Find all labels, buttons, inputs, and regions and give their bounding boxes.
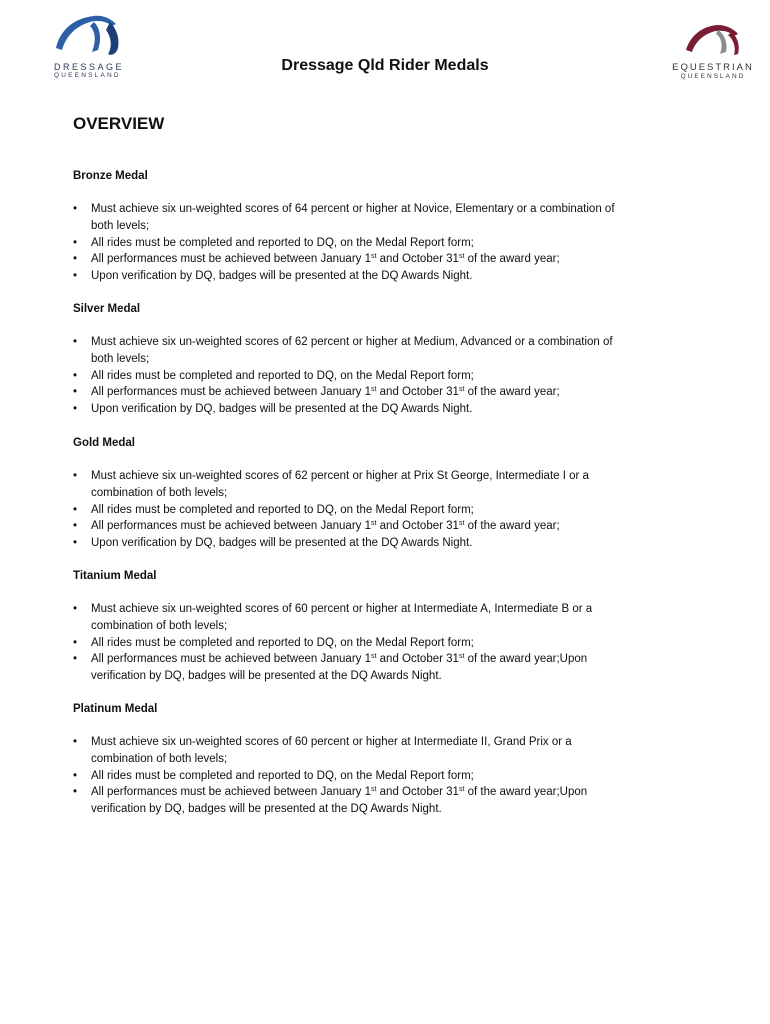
list-item: • All rides must be completed and reported to DQ, on the Medal Report form; [73, 635, 698, 652]
list-item: • Must achieve six un-weighted scores of 60 percent or higher at Intermediate II, Grand Prix or a combination of both levels; [73, 734, 698, 768]
logo-left-line1: DRESSAGE [54, 62, 125, 72]
silver-medal-section [73, 301, 698, 418]
list-item: • All rides must be completed and reported to DQ, on the Medal Report form; [73, 368, 698, 385]
list-item: • Must achieve six un-weighted scores of 62 percent or higher at Medium, Advanced or a combination of both levels; [73, 334, 698, 368]
list-item: • Upon verification by DQ, badges will be presented at the DQ Awards Night. [73, 535, 698, 552]
gold-medal-section [73, 435, 698, 552]
section-title: Platinum Medal [73, 703, 158, 715]
criteria-list [73, 468, 698, 552]
list-item: • Upon verification by DQ, badges will be presented at the DQ Awards Night. [73, 401, 698, 418]
section-title: Titanium Medal [73, 570, 157, 582]
list-item: • Must achieve six un-weighted scores of 62 percent or higher at Prix St George, Intermediate I or a combination of both levels; [73, 468, 698, 502]
list-item: • All rides must be completed and reported to DQ, on the Medal Report form; [73, 502, 698, 519]
list-item: • All performances must be achieved between January 1st and October 31st of the award year; [73, 384, 698, 401]
list-item: • All performances must be achieved between January 1st and October 31st of the award year; [73, 518, 698, 535]
section-title: Silver Medal [73, 303, 141, 315]
list-item: • All rides must be completed and reported to DQ, on the Medal Report form; [73, 235, 698, 252]
logo-right-line1: EQUESTRIAN [672, 62, 754, 73]
overview-heading: OVERVIEW [73, 114, 165, 133]
logo-left-line2: QUEENSLAND [54, 72, 121, 79]
list-item: • All performances must be achieved between January 1st and October 31st of the award year;Upon verification by DQ, badges will be presented at the DQ Awards Night. [73, 784, 698, 818]
criteria-list [73, 201, 698, 285]
horse-head-icon [678, 20, 748, 60]
list-item: • All performances must be achieved between January 1st and October 31st of the award year;Upon verification by DQ, badges will be presented at the DQ Awards Night. [73, 651, 698, 685]
dressage-queensland-logo [50, 8, 130, 88]
bronze-medal-section [73, 168, 698, 285]
list-item: • Must achieve six un-weighted scores of 64 percent or higher at Novice, Elementary or a combination of both levels; [73, 201, 698, 235]
criteria-list [73, 334, 698, 418]
section-title: Bronze Medal [73, 170, 148, 182]
logo-right-line2: QUEENSLAND [680, 73, 746, 80]
criteria-list [73, 734, 698, 818]
section-title: Gold Medal [73, 437, 135, 449]
horse-head-icon [50, 8, 126, 60]
criteria-list [73, 601, 698, 685]
list-item: • Must achieve six un-weighted scores of 60 percent or higher at Intermediate A, Intermediate B or a combination of both levels; [73, 601, 698, 635]
platinum-medal-section [73, 701, 698, 818]
list-item: • All rides must be completed and reported to DQ, on the Medal Report form; [73, 768, 698, 785]
titanium-medal-section [73, 568, 698, 685]
list-item: • All performances must be achieved between January 1st and October 31st of the award year; [73, 251, 698, 268]
document-title: Dressage Qld Rider Medals [281, 57, 489, 74]
list-item: • Upon verification by DQ, badges will be presented at the DQ Awards Night. [73, 268, 698, 285]
